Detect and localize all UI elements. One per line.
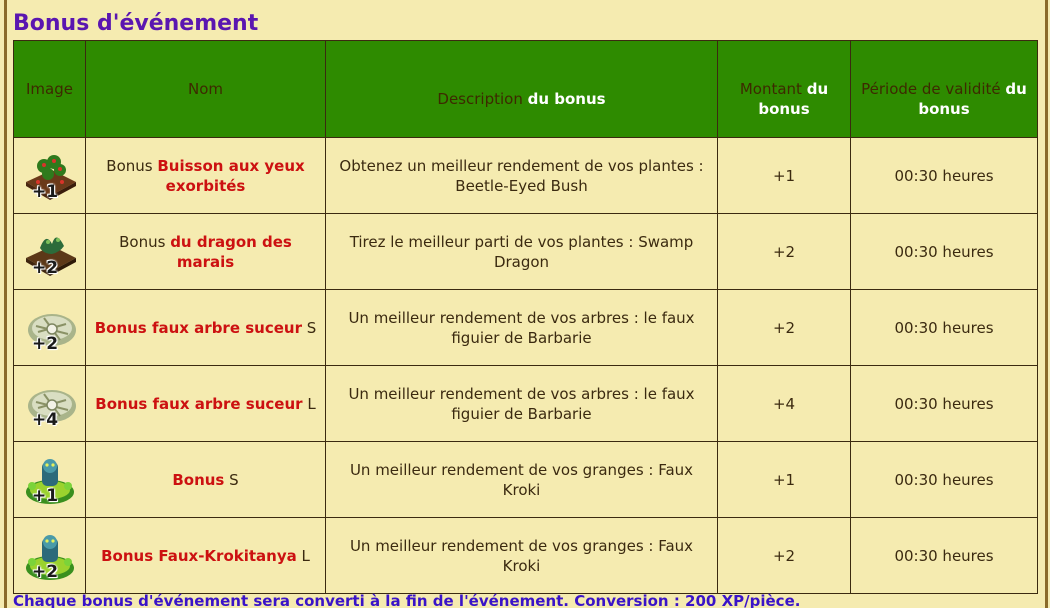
- table-row: [14, 138, 1038, 214]
- bonus-name-cell: [86, 518, 326, 594]
- bonus-image-cell: [14, 138, 86, 214]
- bonus-name-prefix: Bonus: [119, 232, 166, 251]
- bonus-amount: +1: [718, 138, 851, 214]
- bonus-description: Un meilleur rendement de vos granges : Faux Kroki: [326, 442, 718, 518]
- bonus-amount: +4: [718, 366, 851, 442]
- bonus-period: 00:30 heures: [851, 442, 1038, 518]
- bonus-name-prefix: Bonus: [106, 156, 153, 175]
- bonus-table: [13, 40, 1038, 594]
- fake-tree-icon: [22, 300, 78, 356]
- kroki-icon: [22, 528, 78, 584]
- icon-badge: +2: [32, 561, 59, 582]
- header-period: [851, 41, 1038, 138]
- bonus-name-suffix: S: [306, 318, 317, 337]
- bonus-name-cell: [86, 442, 326, 518]
- header-period-label: Période de validité: [861, 80, 1001, 98]
- bonus-name-suffix: L: [307, 394, 316, 413]
- bonus-name-highlight: Bonus faux arbre suceur: [95, 394, 303, 413]
- bonus-period: 00:30 heures: [851, 290, 1038, 366]
- bonus-description: Tirez le meilleur parti de vos plantes : Swamp Dragon: [326, 214, 718, 290]
- bonus-period: 00:30 heures: [851, 138, 1038, 214]
- conversion-note: Chaque bonus d'événement sera converti à la fin de l'événement. Conversion : 200 XP/pièce.: [13, 592, 801, 608]
- header-image: [14, 41, 86, 138]
- header-description-label: Description: [437, 90, 523, 108]
- bonus-name-suffix: S: [229, 470, 239, 489]
- icon-badge: +2: [32, 333, 59, 354]
- table-row: [14, 290, 1038, 366]
- bonus-amount: +1: [718, 442, 851, 518]
- header-description-highlight: du bonus: [527, 90, 606, 108]
- header-name-label: Nom: [187, 80, 223, 98]
- kroki-icon: [22, 452, 78, 508]
- icon-badge: +2: [32, 257, 59, 278]
- header-description: [326, 41, 718, 138]
- bonus-image-cell: [14, 290, 86, 366]
- bonus-period: 00:30 heures: [851, 214, 1038, 290]
- bonus-name-cell: [86, 366, 326, 442]
- icon-badge: +1: [32, 485, 59, 506]
- table-row: [14, 366, 1038, 442]
- page-title: Bonus d'événement: [13, 11, 259, 36]
- header-name: [86, 41, 326, 138]
- table-row: [14, 518, 1038, 594]
- bonus-image-cell: [14, 366, 86, 442]
- icon-badge: +1: [32, 181, 59, 202]
- bonus-amount: +2: [718, 214, 851, 290]
- bonus-name-highlight: du dragon des marais: [170, 232, 292, 271]
- table-row: [14, 442, 1038, 518]
- header-amount-highlight: du bonus: [758, 80, 829, 118]
- bonus-description: Un meilleur rendement de vos arbres : le faux figuier de Barbarie: [326, 366, 718, 442]
- bonus-name-suffix: L: [301, 546, 310, 565]
- table-header-row: [14, 41, 1038, 138]
- bonus-amount: +2: [718, 290, 851, 366]
- bonus-name-cell: [86, 138, 326, 214]
- bonus-description: Un meilleur rendement de vos arbres : le faux figuier de Barbarie: [326, 290, 718, 366]
- header-amount-label: Montant: [739, 80, 802, 98]
- icon-badge: +4: [32, 409, 59, 430]
- bonus-amount: +2: [718, 518, 851, 594]
- header-period-highlight: du bonus: [918, 80, 1027, 118]
- bonus-description: Un meilleur rendement de vos granges : Faux Kroki: [326, 518, 718, 594]
- bonus-period: 00:30 heures: [851, 518, 1038, 594]
- header-amount: [718, 41, 851, 138]
- bonus-name-highlight: Bonus faux arbre suceur: [94, 318, 302, 337]
- bonus-name-highlight: Bonus Faux-Krokitanya: [101, 546, 297, 565]
- bonus-period: 00:30 heures: [851, 366, 1038, 442]
- bonus-name-cell: [86, 214, 326, 290]
- bonus-name-highlight: Bonus: [172, 470, 225, 489]
- bonus-image-cell: [14, 518, 86, 594]
- beetle-bush-icon: [22, 148, 78, 204]
- bonus-image-cell: [14, 442, 86, 518]
- bonus-name-highlight: Buisson aux yeux exorbités: [157, 156, 305, 195]
- bonus-name-cell: [86, 290, 326, 366]
- table-row: [14, 214, 1038, 290]
- swamp-dragon-icon: [22, 224, 78, 280]
- bonus-image-cell: [14, 214, 86, 290]
- header-image-label: Image: [26, 80, 73, 98]
- fake-tree-icon: [22, 376, 78, 432]
- bonus-description: Obtenez un meilleur rendement de vos plantes : Beetle-Eyed Bush: [326, 138, 718, 214]
